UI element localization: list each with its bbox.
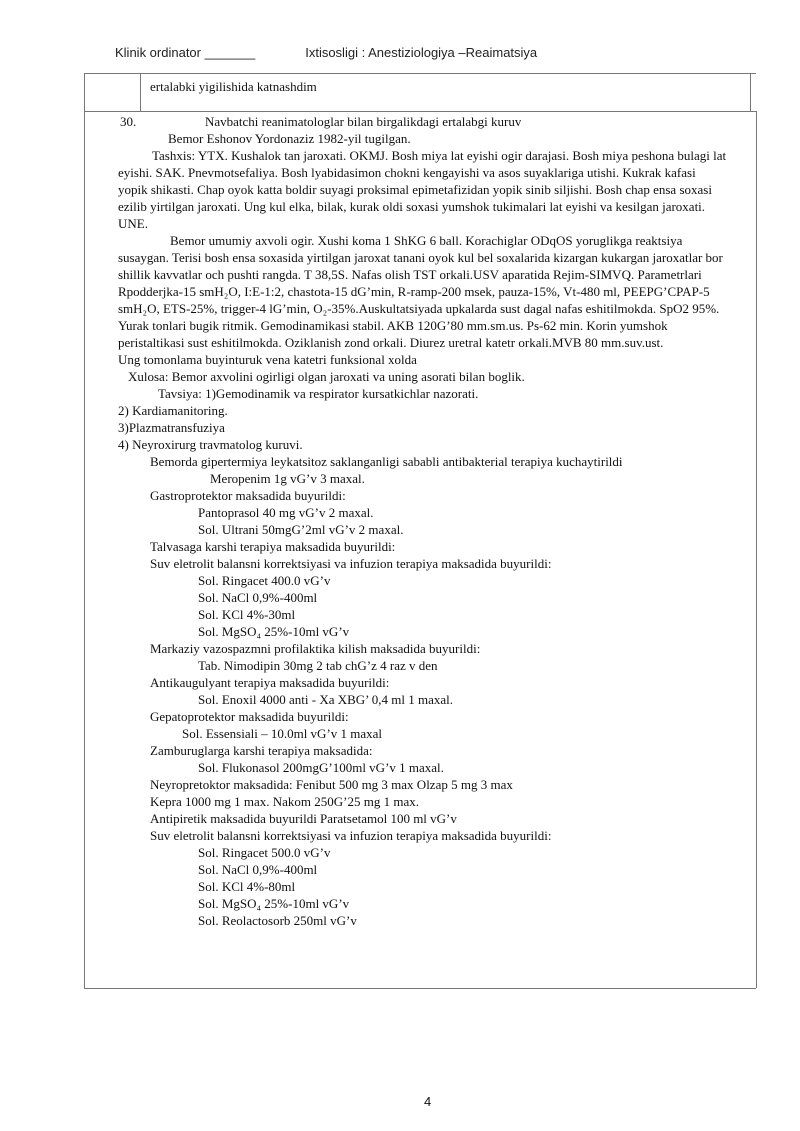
entry-line: Neyropretoktor maksadida: Fenibut 500 mg 3 max Olzap 5 mg 3 max [150, 777, 513, 792]
entry-line: Sol. KCl 4%-80ml [198, 879, 296, 894]
entry-line: Gastroprotektor maksadida buyurildi: [150, 488, 346, 503]
entry-line: Sol. Essensiali – 10.0ml vG’v 1 maxal [182, 726, 383, 741]
entry-line: Sol. Ultrani 50mgG’2ml vG’v 2 maxal. [198, 522, 404, 537]
entry-line: Sol. NaCl 0,9%-400ml [198, 590, 318, 605]
entry-line: peristaltikasi sust eshitilmokda. Oziklanish zond orkali. Diurez uretral katetr orkali.MVB 80 mm.suv.ust. [118, 335, 664, 350]
header-right: Ixtisosligi : Anestiziologiya –Reaimatsiya [305, 45, 538, 60]
table-right-border [756, 111, 757, 988]
entry-line: Tab. Nimodipin 30mg 2 tab chG’z 4 raz v den [198, 658, 438, 673]
entry-line: Tavsiya: 1)Gemodinamik va respirator kursatkichlar nazorati. [158, 386, 479, 401]
table-top-border [84, 73, 756, 74]
entry-line: Navbatchi reanimatologlar bilan birgalikdagi ertalabgi kuruv [205, 114, 522, 129]
table-bottom-border [84, 988, 756, 989]
table-left-border [84, 73, 85, 988]
entry-line: Rpodderjka-15 smH₂O, I:E-1:2, chastota-15 dG’min, R-ramp-200 msek, pauza-15%, Vt-480 ml, PEEPG’CPAP-5 [118, 284, 710, 299]
entry-line: eyishi. SAK. Pnevmotsefaliya. Bosh lyabidasimon chokni kengayishi va asos suyaklariga utishi. Kukrak kafasi [118, 165, 696, 180]
entry-line: Sol. MgSO₄ 25%-10ml vG’v [198, 896, 350, 911]
entry-line: Ung tomonlama buyinturuk vena katetri funksional xolda [118, 352, 417, 367]
entry-line: Bemorda gipertermiya leykatsitoz saklanganligi sababli antibakterial terapiya kuchaytirildi [150, 454, 623, 469]
entry-line: shillik kavvatlar och pushti rangda. T 38,5S. Nafas olish TST orkali.USV aparatida Rejim-SIMVQ. Parametrlari [118, 267, 702, 282]
page-header [115, 45, 537, 60]
entry-line: Antikaugulyant terapiya maksadida buyurildi: [150, 675, 390, 690]
entry-line: Xulosa: Bemor axvolini ogirligi olgan jaroxati va uning asorati bilan boglik. [128, 369, 525, 384]
entry-line: Markaziy vazospazmni profilaktika kilish maksadida buyurildi: [150, 641, 481, 656]
entry-line: Pantoprasol 40 mg vG’v 2 maxal. [198, 505, 374, 520]
entry-line: Talvasaga karshi terapiya maksadida buyurildi: [150, 539, 396, 554]
page-number: 4 [424, 1094, 432, 1109]
entry-line: Sol. Reolactosorb 250ml vG’v [198, 913, 357, 928]
entry-line: smH₂O, ETS-25%, trigger-4 lG’min, O₂-35%.Auskultatsiyada upkalarda sust dagal nafas eshitilmokda. SpO2 95%. [118, 301, 720, 316]
entry-line: Bemor umumiy axvoli ogir. Xushi koma 1 ShKG 6 ball. Korachiglar ODqOS yoruglikga reaktsiya [170, 233, 683, 248]
entry-line: Suv eletrolit balansni korrektsiyasi va infuzion terapiya maksadida buyurildi: [150, 828, 552, 843]
entry-line: Bemor Eshonov Yordonaziz 1982-yil tugilgan. [168, 131, 411, 146]
entry-line: Sol. NaCl 0,9%-400ml [198, 862, 318, 877]
entry-line: susaygan. Terisi bosh ensa soxasida yirtilgan jaroxat tanani oyok kul bel soxalarida kizargan kukargan jaroxatlar bor [118, 250, 723, 265]
table-row-divider [84, 111, 756, 112]
entry-line: Sol. Ringacet 400.0 vG’v [198, 573, 331, 588]
entry-line: Sol. KCl 4%-30ml [198, 607, 296, 622]
entry-line: Sol. MgSO₄ 25%-10ml vG’v [198, 624, 350, 639]
entry-line: Tashxis: YTX. Kushalok tan jaroxati. OKMJ. Bosh miya lat eyishi ogir darajasi. Bosh miya peshona bulagi lat [152, 148, 727, 163]
entry-line: 3)Plazmatransfuziya [118, 420, 225, 435]
entry-line: UNE. [118, 216, 148, 231]
entry-line: ezilib yirtilgan jaroxati. Ung kul elka, bilak, kurak oldi soxasi yumshok tukimalari lat eyishi va kesilgan jaroxati. [118, 199, 706, 214]
table-column-divider [140, 73, 141, 111]
previous-row-text: ertalabki yigilishida katnashdim [150, 79, 317, 94]
entry-number: 30. [120, 114, 137, 129]
entry-line: Sol. Enoxil 4000 anti - Xa XBG’ 0,4 ml 1 maxal. [198, 692, 454, 707]
entry-line: Kepra 1000 mg 1 max. Nakom 250G’25 mg 1 max. [150, 794, 419, 809]
entry-line: Sol. Flukonasol 200mgG’100ml vG’v 1 maxal. [198, 760, 444, 775]
table-right-border-row1 [750, 73, 751, 111]
entry-line: Suv eletrolit balansni korrektsiyasi va infuzion terapiya maksadida buyurildi: [150, 556, 552, 571]
entry-line: Zamburuglarga karshi terapiya maksadida: [150, 743, 373, 758]
header-left: Klinik ordinator _______ [115, 45, 256, 60]
entry-line: Yurak tonlari bugik ritmik. Gemodinamikasi stabil. AKB 120G’80 mm.sm.us. Ps-62 min. Korin yumshok [118, 318, 668, 333]
entry-line: yopik shikasti. Chap oyok katta boldir suyagi proksimal epimetafizidan yopik sinib siljishi. Bosh chap ensa soxasi [118, 182, 712, 197]
entry-line: 2) Kardiamanitoring. [118, 403, 228, 418]
entry-line: Gepatoprotektor maksadida buyurildi: [150, 709, 349, 724]
entry-line: Antipiretik maksadida buyurildi Paratsetamol 100 ml vG’v [150, 811, 457, 826]
entry-line: Meropenim 1g vG’v 3 maxal. [210, 471, 365, 486]
entry-line: Sol. Ringacet 500.0 vG’v [198, 845, 331, 860]
entry-line: 4) Neyroxirurg travmatolog kuruvi. [118, 437, 303, 452]
